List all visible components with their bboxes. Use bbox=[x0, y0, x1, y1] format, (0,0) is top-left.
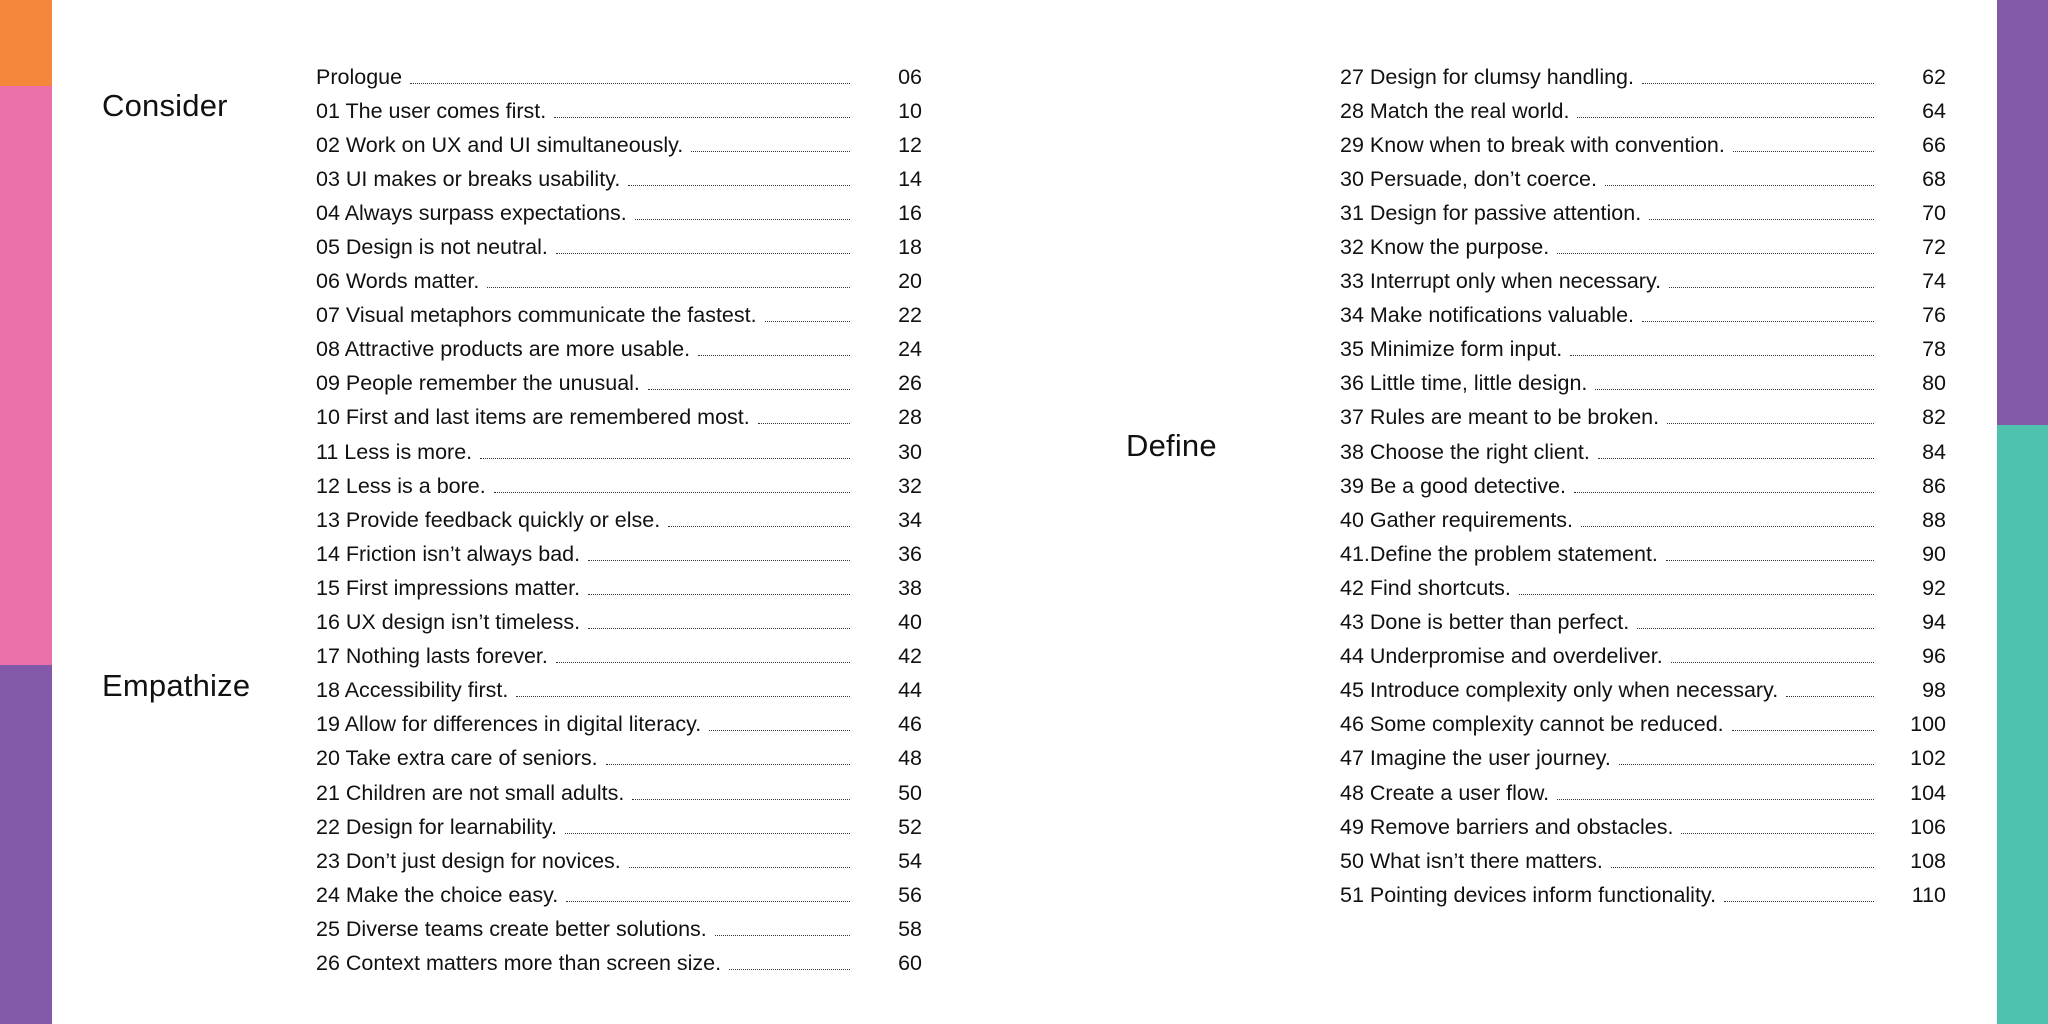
toc-dot-leader bbox=[1732, 718, 1874, 731]
toc-entry-title: 24 Make the choice easy. bbox=[316, 882, 559, 907]
toc-entry-title: 07 Visual metaphors communicate the fastest. bbox=[316, 303, 757, 328]
toc-entry-page: 82 bbox=[1922, 405, 1946, 430]
toc-dot-leader bbox=[715, 923, 850, 936]
toc-entry-title: 50 What isn’t there matters. bbox=[1340, 848, 1603, 873]
toc-entry-page: 94 bbox=[1922, 610, 1946, 635]
color-bar-teal bbox=[1997, 425, 2048, 1024]
toc-entry-page: 16 bbox=[898, 200, 922, 225]
toc-dot-leader bbox=[1595, 377, 1874, 390]
toc-entry-page: 54 bbox=[898, 848, 922, 873]
toc-entry-title: 03 UI makes or breaks usability. bbox=[316, 166, 621, 191]
color-bar-purple-right bbox=[1997, 0, 2048, 425]
toc-entry-page: 100 bbox=[1910, 712, 1946, 737]
toc-entry bbox=[1340, 742, 1946, 776]
toc-entry-title: 02 Work on UX and UI simultaneously. bbox=[316, 132, 684, 157]
toc-entry bbox=[316, 912, 922, 946]
toc-entry-title: 19 Allow for differences in digital literacy. bbox=[316, 712, 702, 737]
toc-dot-leader bbox=[556, 241, 850, 254]
toc-dot-leader bbox=[1619, 752, 1874, 765]
toc-entry-page: 92 bbox=[1922, 575, 1946, 600]
toc-dot-leader bbox=[588, 548, 850, 561]
toc-entry-title: 04 Always surpass expectations. bbox=[316, 200, 627, 225]
toc-entry bbox=[1340, 265, 1946, 299]
toc-entry bbox=[316, 401, 922, 435]
toc-entry-page: 80 bbox=[1922, 371, 1946, 396]
toc-entry-page: 38 bbox=[898, 575, 922, 600]
toc-dot-leader bbox=[588, 582, 850, 595]
toc-entry-title: 43 Done is better than perfect. bbox=[1340, 610, 1630, 635]
toc-entry-title: 45 Introduce complexity only when necessary. bbox=[1340, 678, 1779, 703]
toc-dot-leader bbox=[556, 650, 850, 663]
toc-entry bbox=[1340, 878, 1946, 912]
toc-entry-page: 78 bbox=[1922, 337, 1946, 362]
toc-dot-leader bbox=[480, 446, 850, 459]
toc-dot-leader bbox=[1733, 139, 1874, 152]
toc-entry-title: 05 Design is not neutral. bbox=[316, 235, 548, 260]
toc-entry bbox=[1340, 230, 1946, 264]
toc-entry-title: 15 First impressions matter. bbox=[316, 575, 581, 600]
toc-entry bbox=[316, 674, 922, 708]
toc-dot-leader bbox=[1577, 105, 1874, 118]
toc-entry bbox=[316, 571, 922, 605]
toc-entry-title: 40 Gather requirements. bbox=[1340, 507, 1574, 532]
toc-dot-leader bbox=[668, 514, 850, 527]
toc-entry-page: 60 bbox=[898, 950, 922, 975]
toc-entry-title: 09 People remember the unusual. bbox=[316, 371, 640, 396]
toc-entry-title: 48 Create a user flow. bbox=[1340, 780, 1550, 805]
toc-entry bbox=[316, 606, 922, 640]
toc-entry bbox=[316, 946, 922, 980]
toc-entry bbox=[1340, 60, 1946, 94]
section-label-define: Define bbox=[1126, 428, 1217, 463]
toc-entry-title: 38 Choose the right client. bbox=[1340, 439, 1590, 464]
toc-entry-page: 66 bbox=[1922, 132, 1946, 157]
toc-dot-leader bbox=[1598, 446, 1874, 459]
toc-entry-page: 76 bbox=[1922, 303, 1946, 328]
toc-entry-title: 41.Define the problem statement. bbox=[1340, 541, 1658, 566]
toc-column-left bbox=[316, 60, 922, 981]
toc-entry bbox=[1340, 128, 1946, 162]
toc-entry bbox=[1340, 674, 1946, 708]
toc-entry-title: 28 Match the real world. bbox=[1340, 98, 1570, 123]
toc-entry bbox=[1340, 367, 1946, 401]
toc-dot-leader bbox=[628, 173, 850, 186]
toc-dot-leader bbox=[1570, 343, 1874, 356]
toc-entry-page: 30 bbox=[898, 439, 922, 464]
toc-entry-page: 42 bbox=[898, 644, 922, 669]
toc-dot-leader bbox=[606, 752, 850, 765]
toc-entry-title: 32 Know the purpose. bbox=[1340, 235, 1550, 260]
toc-entry bbox=[316, 776, 922, 810]
toc-dot-leader bbox=[632, 787, 850, 800]
toc-entry-page: 88 bbox=[1922, 507, 1946, 532]
toc-entry-page: 86 bbox=[1922, 473, 1946, 498]
toc-dot-leader bbox=[516, 684, 850, 697]
toc-entry-page: 34 bbox=[898, 507, 922, 532]
toc-dot-leader bbox=[691, 139, 850, 152]
toc-entry-title: 10 First and last items are remembered most. bbox=[316, 405, 750, 430]
section-label-empathize: Empathize bbox=[102, 668, 251, 703]
toc-entry-page: 74 bbox=[1922, 269, 1946, 294]
toc-entry-title: 16 UX design isn’t timeless. bbox=[316, 610, 581, 635]
toc-entry-page: 10 bbox=[898, 98, 922, 123]
toc-entry-page: 46 bbox=[898, 712, 922, 737]
toc-entry bbox=[1340, 469, 1946, 503]
toc-dot-leader bbox=[487, 275, 850, 288]
toc-entry-title: 20 Take extra care of seniors. bbox=[316, 746, 598, 771]
toc-entry-page: 90 bbox=[1922, 541, 1946, 566]
section-label-consider: Consider bbox=[102, 88, 228, 123]
toc-dot-leader bbox=[629, 855, 850, 868]
toc-entry-title: 13 Provide feedback quickly or else. bbox=[316, 507, 661, 532]
toc-dot-leader bbox=[554, 105, 850, 118]
toc-entry-title: 21 Children are not small adults. bbox=[316, 780, 625, 805]
toc-entry-page: 104 bbox=[1910, 780, 1946, 805]
toc-entry bbox=[316, 742, 922, 776]
toc-column-right bbox=[1340, 60, 1946, 912]
toc-entry bbox=[1340, 401, 1946, 435]
toc-entry bbox=[1340, 640, 1946, 674]
toc-entry bbox=[316, 844, 922, 878]
toc-entry-title: 42 Find shortcuts. bbox=[1340, 575, 1511, 600]
toc-entry bbox=[316, 265, 922, 299]
toc-entry-title: 36 Little time, little design. bbox=[1340, 371, 1588, 396]
toc-entry bbox=[316, 503, 922, 537]
toc-entry-page: 72 bbox=[1922, 235, 1946, 260]
toc-entry-title: 12 Less is a bore. bbox=[316, 473, 486, 498]
toc-dot-leader bbox=[1681, 821, 1874, 834]
toc-entry-page: 22 bbox=[898, 303, 922, 328]
toc-entry bbox=[1340, 435, 1946, 469]
toc-dot-leader bbox=[410, 71, 850, 84]
toc-entry bbox=[1340, 810, 1946, 844]
toc-entry-title: Prologue bbox=[316, 64, 403, 89]
toc-entry-page: 110 bbox=[1911, 882, 1946, 907]
toc-entry-page: 108 bbox=[1910, 848, 1946, 873]
toc-entry-page: 96 bbox=[1922, 644, 1946, 669]
toc-entry-title: 22 Design for learnability. bbox=[316, 814, 558, 839]
toc-entry-title: 25 Diverse teams create better solutions. bbox=[316, 916, 707, 941]
toc-entry-title: 18 Accessibility first. bbox=[316, 678, 509, 703]
toc-entry-page: 70 bbox=[1922, 200, 1946, 225]
toc-entry bbox=[1340, 537, 1946, 571]
toc-entry bbox=[1340, 333, 1946, 367]
toc-dot-leader bbox=[1671, 650, 1874, 663]
toc-dot-leader bbox=[698, 343, 850, 356]
toc-entry bbox=[316, 708, 922, 742]
toc-dot-leader bbox=[729, 957, 850, 970]
toc-entry-title: 44 Underpromise and overdeliver. bbox=[1340, 644, 1663, 669]
color-bar-purple-left bbox=[0, 665, 52, 1024]
toc-dot-leader bbox=[635, 207, 850, 220]
toc-dot-leader bbox=[566, 889, 850, 902]
toc-entry bbox=[1340, 606, 1946, 640]
toc-entry-page: 56 bbox=[898, 882, 922, 907]
toc-entry-page: 20 bbox=[898, 269, 922, 294]
toc-entry bbox=[1340, 299, 1946, 333]
toc-entry bbox=[316, 299, 922, 333]
toc-entry-page: 68 bbox=[1922, 166, 1946, 191]
toc-entry bbox=[1340, 571, 1946, 605]
toc-entry-title: 49 Remove barriers and obstacles. bbox=[1340, 814, 1674, 839]
toc-entry bbox=[316, 878, 922, 912]
toc-entry bbox=[316, 60, 922, 94]
toc-entry-page: 14 bbox=[898, 166, 922, 191]
toc-dot-leader bbox=[648, 377, 850, 390]
toc-dot-leader bbox=[588, 616, 850, 629]
toc-entry-page: 102 bbox=[1910, 746, 1946, 771]
toc-dot-leader bbox=[565, 821, 850, 834]
toc-entry-page: 18 bbox=[898, 235, 922, 260]
toc-entry-page: 44 bbox=[898, 678, 922, 703]
toc-entry bbox=[316, 94, 922, 128]
toc-entry bbox=[316, 640, 922, 674]
toc-entry bbox=[1340, 94, 1946, 128]
toc-entry-page: 84 bbox=[1922, 439, 1946, 464]
toc-entry-page: 24 bbox=[898, 337, 922, 362]
toc-entry-page: 62 bbox=[1922, 64, 1946, 89]
toc-entry bbox=[316, 435, 922, 469]
toc-entry-page: 52 bbox=[898, 814, 922, 839]
toc-entry-page: 50 bbox=[898, 780, 922, 805]
toc-entry bbox=[1340, 196, 1946, 230]
toc-entry-title: 37 Rules are meant to be broken. bbox=[1340, 405, 1660, 430]
toc-dot-leader bbox=[1557, 787, 1874, 800]
toc-dot-leader bbox=[1519, 582, 1874, 595]
color-bar-orange bbox=[0, 0, 52, 86]
toc-entry-title: 31 Design for passive attention. bbox=[1340, 200, 1642, 225]
toc-entry-page: 12 bbox=[898, 132, 922, 157]
toc-entry bbox=[316, 196, 922, 230]
toc-entry-page: 106 bbox=[1910, 814, 1946, 839]
toc-entry-title: 35 Minimize form input. bbox=[1340, 337, 1563, 362]
toc-dot-leader bbox=[1642, 309, 1874, 322]
toc-entry-title: 29 Know when to break with convention. bbox=[1340, 132, 1725, 157]
toc-dot-leader bbox=[1642, 71, 1874, 84]
toc-entry-title: 06 Words matter. bbox=[316, 269, 480, 294]
toc-dot-leader bbox=[494, 480, 850, 493]
toc-entry-title: 30 Persuade, don’t coerce. bbox=[1340, 166, 1597, 191]
toc-entry-page: 58 bbox=[898, 916, 922, 941]
toc-entry-page: 36 bbox=[898, 541, 922, 566]
toc-dot-leader bbox=[1557, 241, 1874, 254]
toc-dot-leader bbox=[758, 411, 850, 424]
toc-entry-page: 28 bbox=[898, 405, 922, 430]
toc-entry-title: 26 Context matters more than screen size. bbox=[316, 950, 722, 975]
toc-entry-title: 11 Less is more. bbox=[316, 439, 473, 464]
toc-entry bbox=[316, 810, 922, 844]
toc-entry-title: 51 Pointing devices inform functionality. bbox=[1340, 882, 1717, 907]
toc-dot-leader bbox=[1637, 616, 1874, 629]
toc-entry-title: 27 Design for clumsy handling. bbox=[1340, 64, 1634, 89]
toc-dot-leader bbox=[1666, 548, 1874, 561]
toc-entry-title: 47 Imagine the user journey. bbox=[1340, 746, 1611, 771]
toc-entry-page: 64 bbox=[1922, 98, 1946, 123]
toc-entry bbox=[316, 537, 922, 571]
toc-entry-title: 33 Interrupt only when necessary. bbox=[1340, 269, 1662, 294]
toc-entry-title: 14 Friction isn’t always bad. bbox=[316, 541, 581, 566]
toc-entry-page: 06 bbox=[898, 64, 922, 89]
toc-entry bbox=[1340, 162, 1946, 196]
toc-entry bbox=[316, 162, 922, 196]
toc-entry-title: 34 Make notifications valuable. bbox=[1340, 303, 1635, 328]
toc-dot-leader bbox=[709, 718, 850, 731]
toc-entry-page: 40 bbox=[898, 610, 922, 635]
toc-dot-leader bbox=[1786, 684, 1874, 697]
toc-entry-title: 46 Some complexity cannot be reduced. bbox=[1340, 712, 1724, 737]
toc-entry-title: 01 The user comes first. bbox=[316, 98, 547, 123]
toc-dot-leader bbox=[1649, 207, 1874, 220]
toc-entry bbox=[316, 230, 922, 264]
toc-entry-title: 17 Nothing lasts forever. bbox=[316, 644, 548, 669]
toc-entry bbox=[1340, 844, 1946, 878]
color-bar-pink bbox=[0, 86, 52, 665]
toc-entry-title: 08 Attractive products are more usable. bbox=[316, 337, 691, 362]
toc-dot-leader bbox=[1611, 855, 1874, 868]
toc-dot-leader bbox=[1724, 889, 1874, 902]
toc-entry-title: 23 Don’t just design for novices. bbox=[316, 848, 621, 873]
toc-entry-page: 98 bbox=[1922, 678, 1946, 703]
toc-dot-leader bbox=[1667, 411, 1874, 424]
toc-dot-leader bbox=[1574, 480, 1874, 493]
toc-dot-leader bbox=[1605, 173, 1874, 186]
toc-entry bbox=[1340, 503, 1946, 537]
toc-dot-leader bbox=[1669, 275, 1874, 288]
toc-entry bbox=[1340, 776, 1946, 810]
toc-entry bbox=[316, 333, 922, 367]
toc-entry-page: 48 bbox=[898, 746, 922, 771]
toc-entry-title: 39 Be a good detective. bbox=[1340, 473, 1566, 498]
toc-dot-leader bbox=[765, 309, 850, 322]
toc-entry bbox=[316, 128, 922, 162]
toc-entry bbox=[316, 367, 922, 401]
toc-entry-page: 32 bbox=[898, 473, 922, 498]
toc-entry bbox=[316, 469, 922, 503]
toc-entry bbox=[1340, 708, 1946, 742]
toc-entry-page: 26 bbox=[898, 371, 922, 396]
toc-dot-leader bbox=[1581, 514, 1874, 527]
